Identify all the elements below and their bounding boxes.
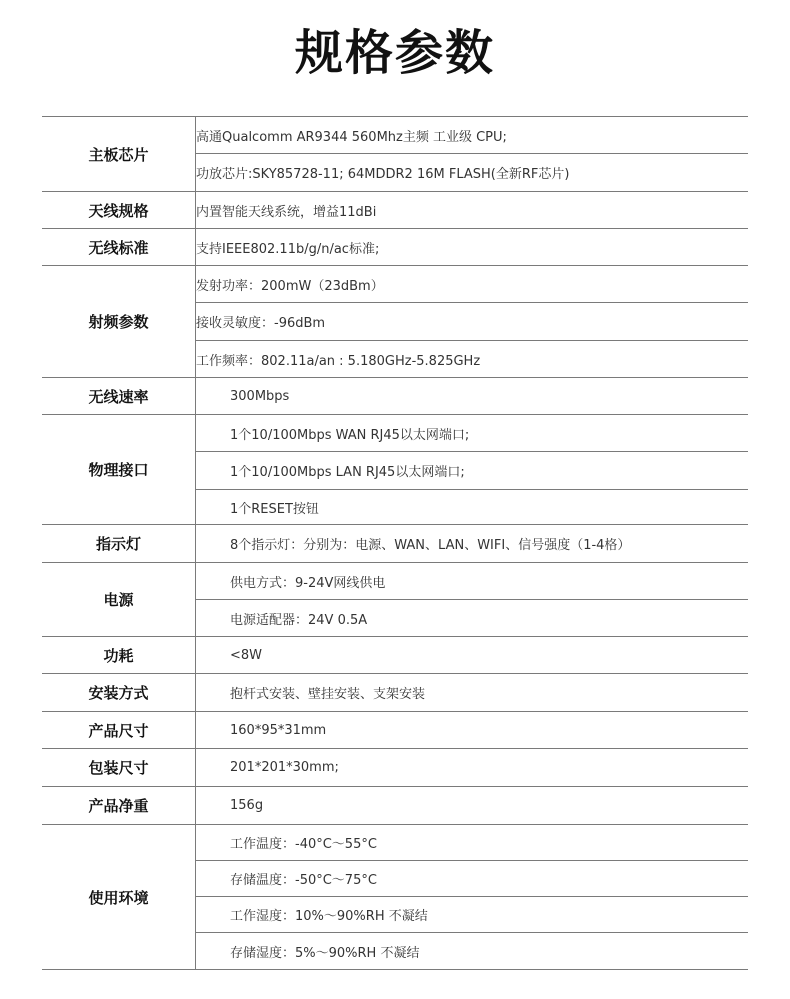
- spec-value: 工作湿度：10%～90%RH 不凝结: [196, 897, 749, 933]
- spec-row: [42, 117, 748, 154]
- spec-value: 工作温度：-40°C～55°C: [196, 825, 749, 861]
- spec-row: [42, 378, 748, 415]
- spec-row: [42, 787, 748, 825]
- spec-label: 电源: [42, 563, 196, 637]
- page-title: 规格参数: [294, 25, 495, 81]
- spec-row: [42, 749, 748, 787]
- spec-row: [42, 563, 748, 600]
- spec-value: 160*95*31mm: [196, 712, 749, 749]
- spec-value: 300Mbps: [196, 378, 749, 415]
- spec-value: 内置智能天线系统，增益11dBi: [196, 192, 749, 229]
- spec-row: [42, 229, 748, 266]
- spec-row: [42, 712, 748, 749]
- spec-value: 高通Qualcomm AR9344 560Mhz主频 工业级 CPU;: [196, 117, 749, 154]
- spec-value: 发射功率：200mW（23dBm）: [196, 266, 749, 303]
- spec-label: 天线规格: [42, 192, 196, 229]
- spec-row: [42, 415, 748, 452]
- spec-label: 物理接口: [42, 415, 196, 525]
- spec-label: 功耗: [42, 637, 196, 674]
- spec-label: 无线标准: [42, 229, 196, 266]
- spec-value: 201*201*30mm;: [196, 749, 749, 787]
- spec-value: 存储湿度：5%～90%RH 不凝结: [196, 933, 749, 970]
- spec-label: 安装方式: [42, 674, 196, 712]
- spec-label: 指示灯: [42, 525, 196, 563]
- spec-label: 使用环境: [42, 825, 196, 970]
- spec-row: [42, 825, 748, 861]
- spec-value: 156g: [196, 787, 749, 825]
- spec-label: 无线速率: [42, 378, 196, 415]
- spec-value: 1个10/100Mbps WAN RJ45以太网端口;: [196, 415, 749, 452]
- spec-row: [42, 674, 748, 712]
- spec-value: 接收灵敏度：-96dBm: [196, 303, 749, 341]
- spec-row: [42, 525, 748, 563]
- spec-value: 供电方式：9-24V网线供电: [196, 563, 749, 600]
- spec-value: 1个10/100Mbps LAN RJ45以太网端口;: [196, 452, 749, 490]
- spec-value: <8W: [196, 637, 749, 674]
- spec-value: 抱杆式安装、壁挂安装、支架安装: [196, 674, 749, 712]
- spec-table: [42, 116, 748, 970]
- spec-value: 支持IEEE802.11b/g/n/ac标准;: [196, 229, 749, 266]
- spec-value: 工作频率：802.11a/an : 5.180GHz-5.825GHz: [196, 341, 749, 378]
- spec-row: [42, 637, 748, 674]
- spec-label: 包装尺寸: [42, 749, 196, 787]
- spec-label: 射频参数: [42, 266, 196, 378]
- spec-label: 主板芯片: [42, 117, 196, 192]
- spec-label: 产品净重: [42, 787, 196, 825]
- spec-row: [42, 192, 748, 229]
- spec-value: 8个指示灯：分别为：电源、WAN、LAN、WIFI、信号强度（1-4格）: [196, 525, 749, 563]
- spec-value: 存储温度：-50°C～75°C: [196, 861, 749, 897]
- spec-label: 产品尺寸: [42, 712, 196, 749]
- spec-value: 1个RESET按钮: [196, 490, 749, 525]
- spec-value: 电源适配器：24V 0.5A: [196, 600, 749, 637]
- spec-value: 功放芯片:SKY85728-11; 64MDDR2 16M FLASH(全新RF芯片): [196, 154, 749, 192]
- spec-row: [42, 266, 748, 303]
